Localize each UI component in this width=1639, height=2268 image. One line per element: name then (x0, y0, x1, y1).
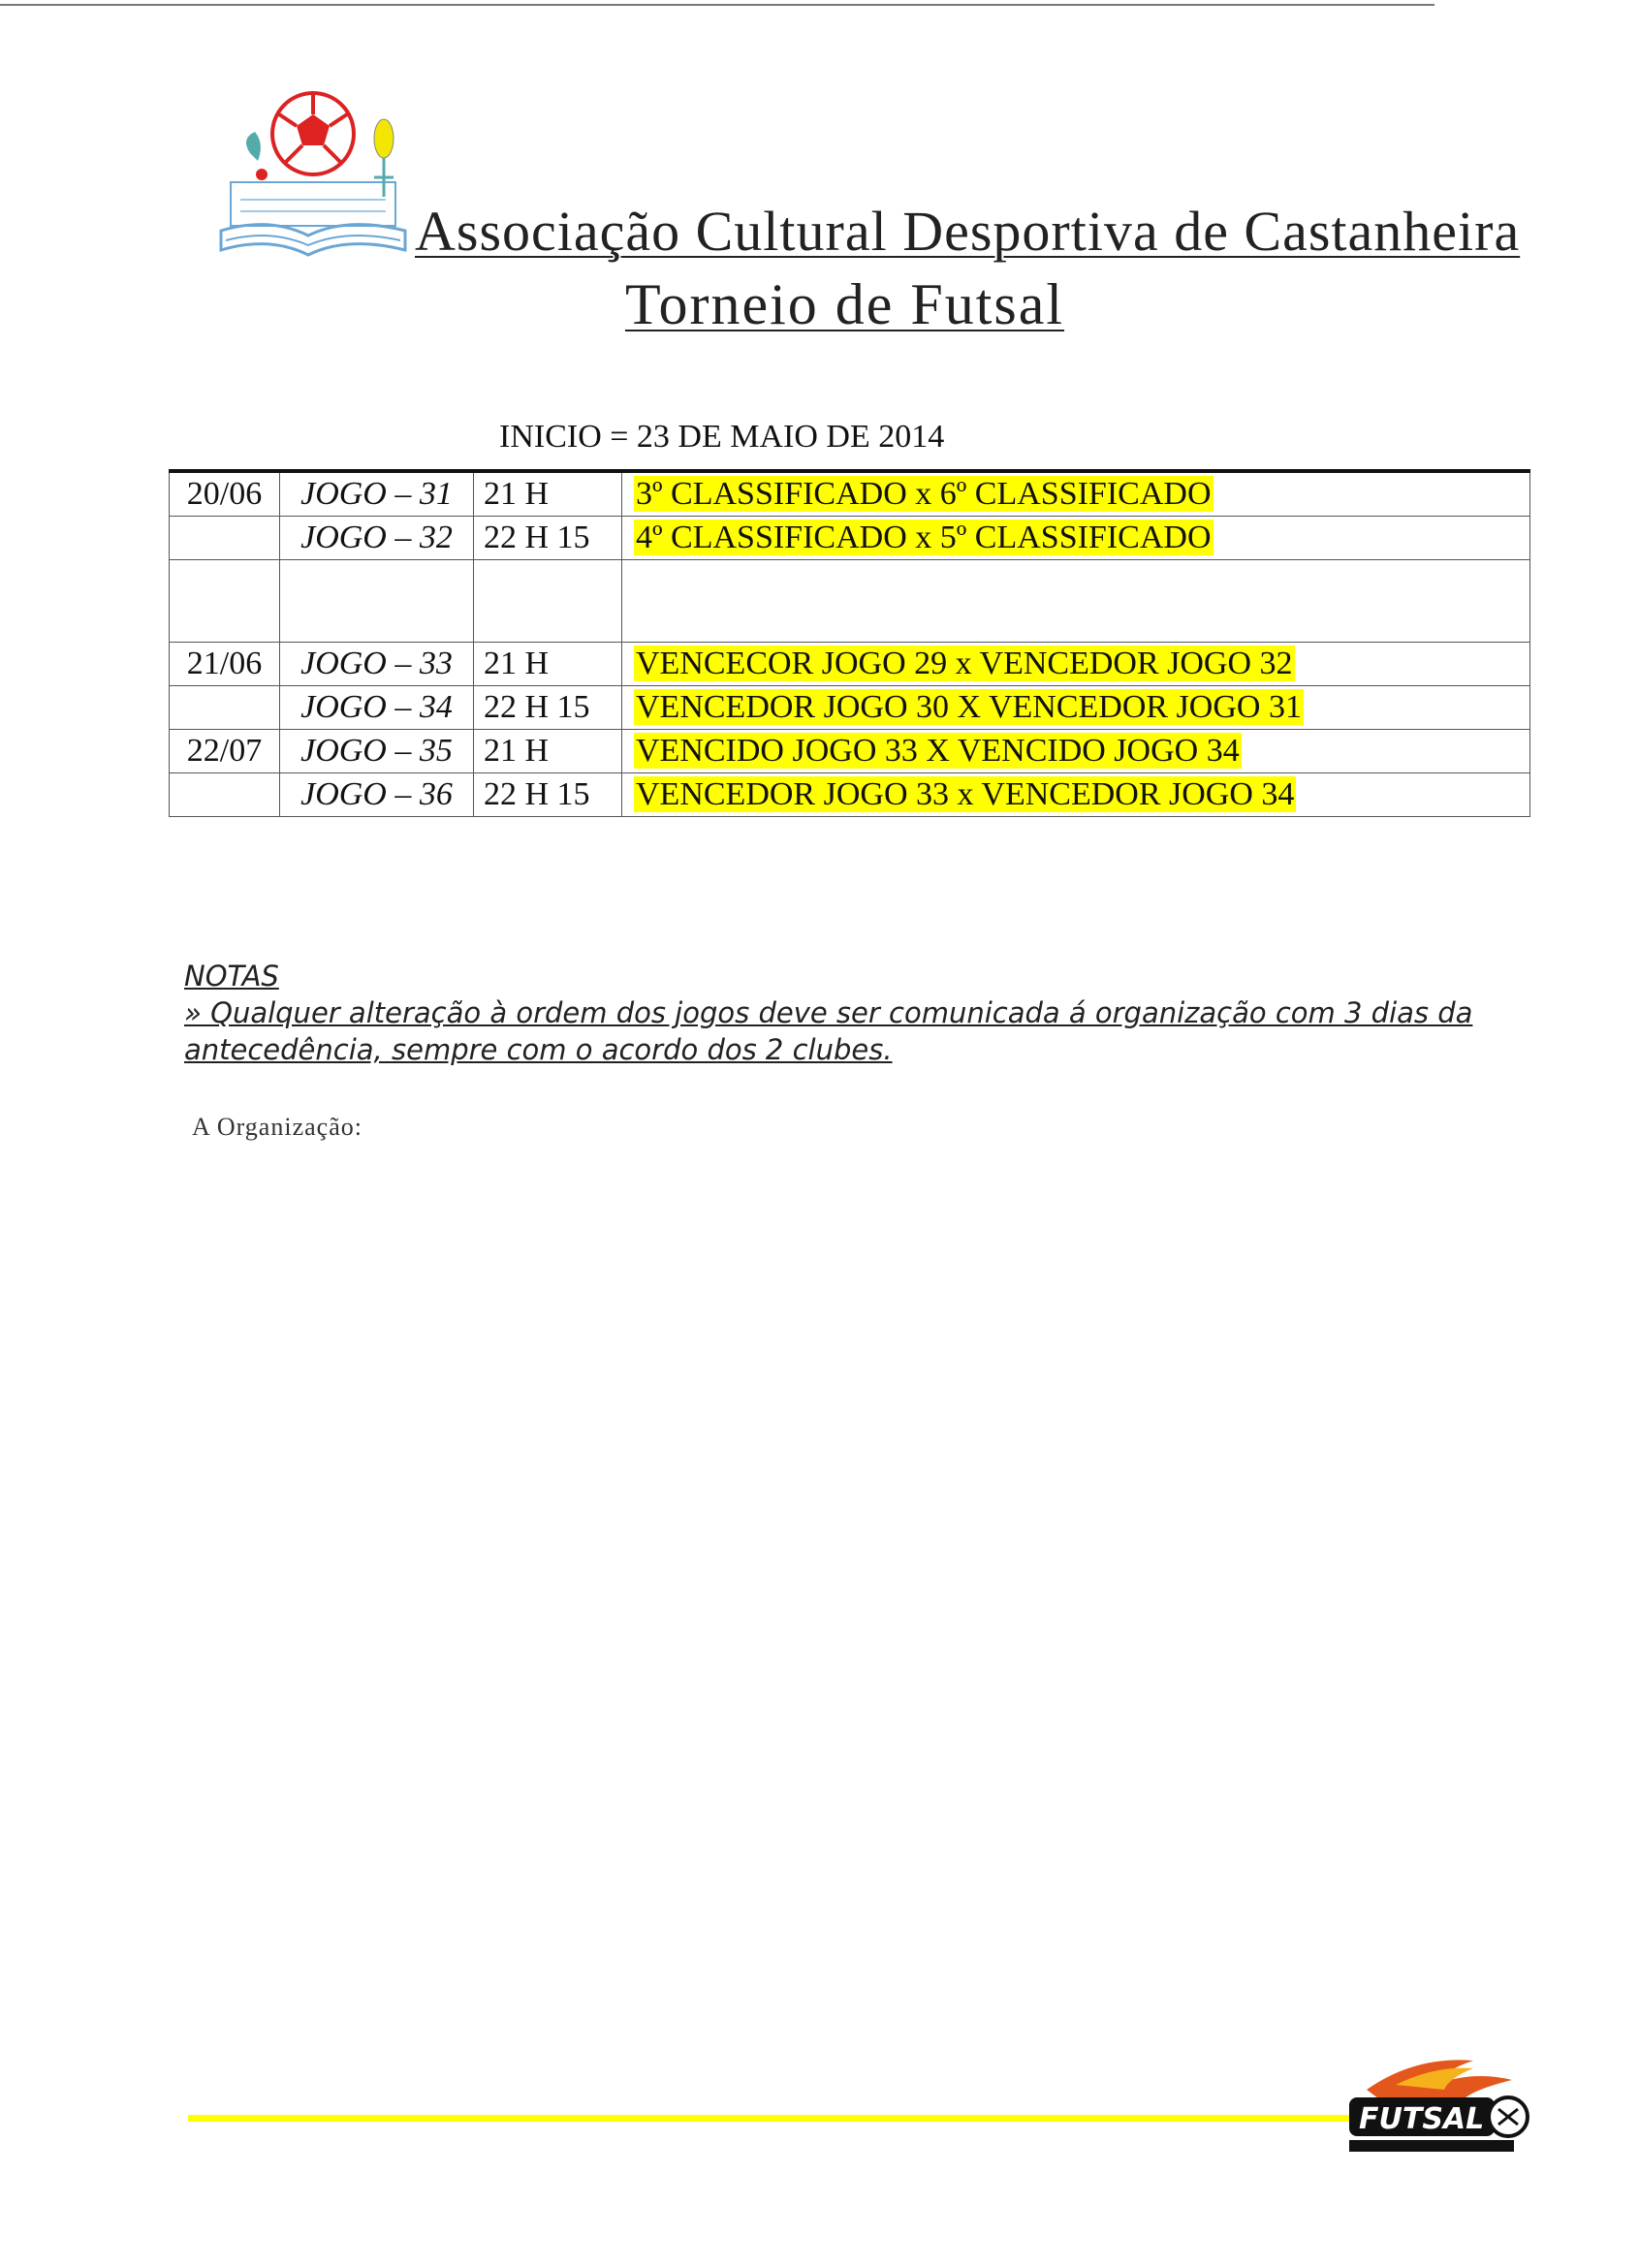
game-time: 22 H 15 (474, 773, 622, 817)
table-row (170, 686, 1530, 730)
match-teams: VENCECOR JOGO 29 x VENCEDOR JOGO 32 (636, 646, 1293, 681)
game-number: JOGO – 35 (280, 730, 474, 773)
club-logo-icon (211, 85, 415, 269)
table-spacer-row (170, 560, 1530, 643)
game-time: 21 H (474, 471, 622, 517)
match-date (170, 686, 280, 730)
match-date: 22/07 (170, 730, 280, 773)
match-teams: VENCEDOR JOGO 30 X VENCEDOR JOGO 31 (636, 689, 1302, 725)
signature-label: A Organização: (192, 1113, 362, 1141)
match-cell (622, 730, 1530, 773)
organization-title: Associação Cultural Desportiva de Castanheira (415, 200, 1521, 263)
match-cell (622, 517, 1530, 560)
svg-text:FUTSAL: FUTSAL (1359, 2102, 1485, 2136)
notes-section (184, 958, 1522, 1068)
futsal-logo-icon (1328, 2051, 1541, 2158)
match-cell (622, 643, 1530, 686)
table-row (170, 643, 1530, 686)
game-number: JOGO – 33 (280, 643, 474, 686)
table-row (170, 773, 1530, 817)
match-cell (622, 773, 1530, 817)
notes-title: NOTAS (184, 960, 279, 992)
top-edge-rule (0, 4, 1434, 6)
game-number: JOGO – 36 (280, 773, 474, 817)
notes-text: » Qualquer alteração à ordem dos jogos deve ser comunicada á organização com 3 dias da antecedência, sempre com o acordo dos 2 clubes. (184, 996, 1473, 1066)
match-date (170, 773, 280, 817)
table-row (170, 517, 1530, 560)
match-teams: 3º CLASSIFICADO x 6º CLASSIFICADO (636, 476, 1212, 512)
match-cell (622, 686, 1530, 730)
schedule-table (169, 469, 1530, 817)
footer-rule (188, 2115, 1526, 2122)
game-time: 22 H 15 (474, 686, 622, 730)
game-number: JOGO – 32 (280, 517, 474, 560)
match-teams: VENCEDOR JOGO 33 x VENCEDOR JOGO 34 (636, 776, 1295, 812)
game-number: JOGO – 34 (280, 686, 474, 730)
match-date (170, 517, 280, 560)
match-date: 20/06 (170, 471, 280, 517)
table-row (170, 471, 1530, 517)
match-cell (622, 471, 1530, 517)
table-row (170, 730, 1530, 773)
tournament-title: Torneio de Futsal (625, 272, 1065, 336)
match-date: 21/06 (170, 643, 280, 686)
game-time: 21 H (474, 643, 622, 686)
match-teams: VENCIDO JOGO 33 X VENCIDO JOGO 34 (636, 733, 1240, 769)
game-number: JOGO – 31 (280, 471, 474, 517)
game-time: 21 H (474, 730, 622, 773)
match-teams: 4º CLASSIFICADO x 5º CLASSIFICADO (636, 520, 1212, 555)
start-date: INICIO = 23 DE MAIO DE 2014 (499, 419, 945, 455)
game-time: 22 H 15 (474, 517, 622, 560)
